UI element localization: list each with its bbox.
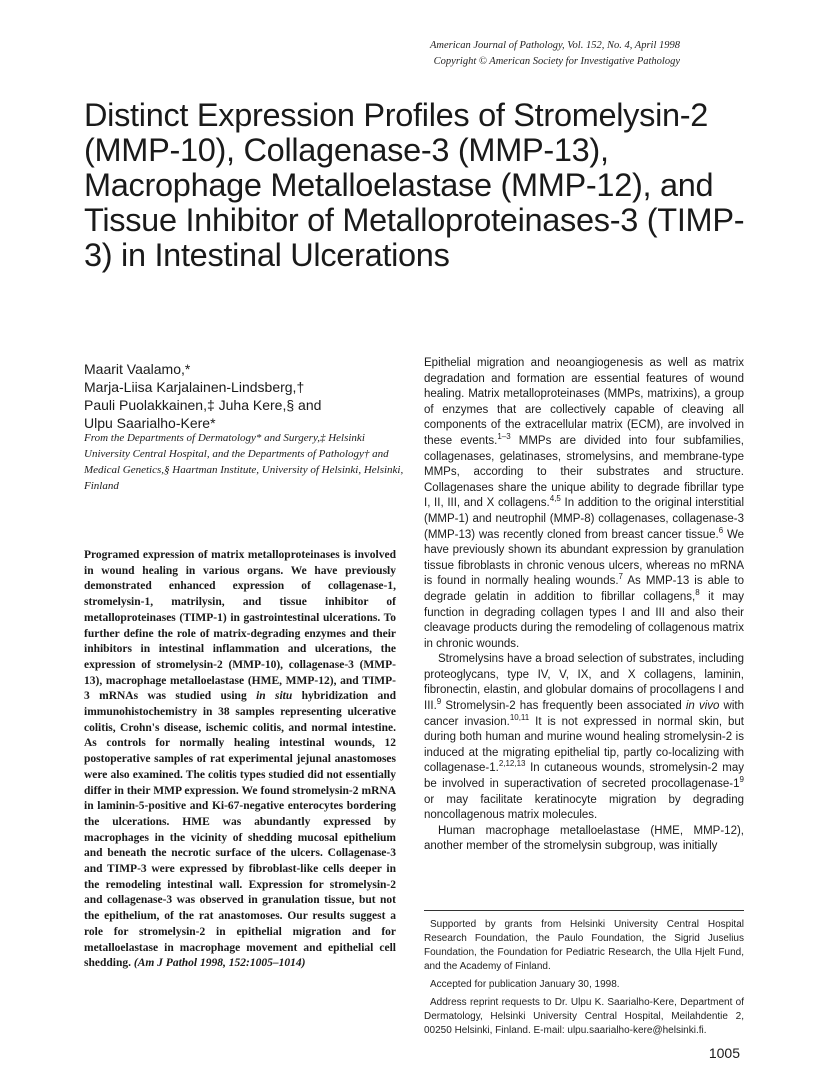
abstract-italic: in situ bbox=[256, 690, 293, 703]
footnote-reprint: Address reprint requests to Dr. Ulpu K. Saarialho-Kere, Department of Dermatology, Helsinki University Central Hospital, Meilahdentie 2, 00250 Helsinki, Finland. E-mail: ulpu.saarialho-kere@helsinki.fi. bbox=[424, 997, 744, 1036]
author-list bbox=[84, 360, 404, 432]
body-text: It is not expressed in normal skin, but during both human and murine wound healing stromelysin-2 is induced at the migrating epithelial tip, partly co-localizing with collagenase-1. bbox=[424, 715, 744, 775]
author-line: Maarit Vaalamo,* bbox=[84, 361, 191, 377]
body-text: or may facilitate keratinocyte migration by degrading noncollagenous matrix molecules. bbox=[424, 793, 744, 822]
article-title: Distinct Expression Profiles of Stromelysin-2 (MMP-10), Collagenase-3 (MMP-13), Macrophage Metalloelastase (MMP-12), and Tissue Inhibitor of Metalloproteinases-3 (TIMP-3) in Intestinal Ulcerations bbox=[84, 97, 745, 273]
abstract-citation: (Am J Pathol 1998, 152:1005–1014) bbox=[133, 957, 306, 970]
ref-marker: 1–3 bbox=[497, 432, 511, 442]
footnote-accepted: Accepted for publication January 30, 1998. bbox=[430, 979, 620, 990]
body-text: MMPs are divided into four subfamilies, collagenases, gelatinases, stromelysins, and membrane-type MMPs, according to their substrates and structure. Collagenases share the unique ability to degrade fibrillar type I, II, III, and X collagens. bbox=[424, 434, 744, 510]
page-number: 1005 bbox=[708, 1045, 740, 1061]
body-paragraph bbox=[424, 356, 744, 652]
body-text: it may function in degrading collagen types I and III and also their cleavage products during the remodeling of collagenous matrix in chronic wounds. bbox=[424, 590, 744, 650]
ref-marker: 9 bbox=[739, 775, 744, 785]
body-italic: in vivo bbox=[685, 700, 720, 713]
copyright-line: Copyright © American Society for Investigative Pathology bbox=[433, 56, 680, 67]
ref-marker: 4,5 bbox=[549, 494, 561, 504]
author-line: Ulpu Saarialho-Kere* bbox=[84, 415, 216, 431]
body-text: Stromelysins have a broad selection of substrates, including proteoglycans, type IV, V, IX, and X collagens, laminin, fibronectin, elastin, and globular domains of procollagens I and III. bbox=[424, 653, 744, 713]
affiliation: From the Departments of Dermatology* and Surgery,‡ Helsinki University Central Hospital, and the Departments of Pathology† and Medical Genetics,§ Haartman Institute, University of Helsinki, Helsinki, Finland bbox=[84, 432, 404, 492]
ref-marker: 6 bbox=[718, 525, 724, 535]
footnote-divider bbox=[424, 910, 744, 911]
body-text: Stromelysin-2 has frequently been associated bbox=[441, 700, 686, 713]
body-text: In addition to the original interstitial (MMP-1) and neutrophil (MMP-8) collagenases, collagenase-3 (MMP-13) was recently cloned from breast cancer tissue. bbox=[424, 497, 744, 541]
abstract-text: Programed expression of matrix metalloproteinases is involved in wound healing in various organs. We have previously demonstrated enhanced expression of collagenase-1, stromelysin-1, matrilysin, and tissue inhibitor of metalloproteinases (TIMP-1) in gastrointestinal ulcerations. To further define the role of matrix-degrading enzymes and their inhibitors in intestinal inflammation and ulcerations, the expression of stromelysin-2 (MMP-10), collagenase-3 (MMP-13), macrophage metalloelastase (HME, MMP-12), and TIMP-3 mRNAs was studied using bbox=[84, 549, 396, 703]
journal-header bbox=[430, 38, 680, 70]
ref-marker: 2,12,13 bbox=[498, 759, 526, 769]
footnote-support: Supported by grants from Helsinki University Central Hospital Research Foundation, the Paulo Foundation, the Sigrid Juselius Foundation, the Foundation for Pediatric Research, the Ulla Hjelt Fund, and the Academy of Finland. bbox=[424, 919, 744, 972]
journal-citation: American Journal of Pathology, Vol. 152, No. 4, April 1998 bbox=[429, 40, 680, 51]
body-text: As MMP-13 is able to degrade gelatin in addition to fibrillar collagens, bbox=[424, 575, 744, 603]
ref-marker: 7 bbox=[618, 572, 623, 582]
ref-marker: 10,11 bbox=[509, 712, 530, 722]
body-text: Epithelial migration and neoangiogenesis as well as matrix degradation and formation are essential features of wound healing. Matrix metalloproteinases (MMPs, matrixins), a group of enzymes that are collectively capable of cleaving all components of the extracellular matrix (ECM), are involved in these events. bbox=[424, 357, 744, 447]
author-line: Pauli Puolakkainen,‡ Juha Kere,§ and bbox=[84, 397, 322, 413]
body-text: We have previously shown its abundant expression by granulation tissue fibroblasts in chronic venous ulcers, whereas no mRNA is found in normally healing wounds. bbox=[424, 528, 744, 588]
body-paragraph: Human macrophage metalloelastase (HME, MMP-12), another member of the stromelysin subgroup, was initially bbox=[424, 824, 744, 853]
abstract bbox=[84, 548, 396, 972]
body-paragraph bbox=[424, 652, 744, 824]
body-text: with cancer invasion. bbox=[424, 700, 744, 728]
author-line: Marja-Liisa Karjalainen-Lindsberg,† bbox=[84, 379, 305, 395]
abstract-text: hybridization and immunohistochemistry in 38 samples representing ulcerative colitis, Crohn's disease, ischemic colitis, and normal intestine. As controls for normally healing intestinal wounds, 12 postoperative samples of rat experimental jejunal anastomoses were also examined. The colitis types studied did not essentially differ in their MMP expression. We found stromelysin-2 mRNA in laminin-5-positive and Ki-67-negative enterocytes bordering the ulcerations. HME was abundantly expressed by macrophages in the vicinity of shedding mucosal epithelium and beneath the necrotic surface of the ulcers. Collagenase-3 and TIMP-3 were expressed by fibroblast-like cells deeper in the remodeling intestinal wall. Expression for stromelysin-2 and collagenase-3 was observed in granulation tissue, but not the epithelium, of the rat anastomoses. Our results suggest a role for stromelysin-2 in epithelial migration and for metalloelastase in macrophage movement and epithelial cell shedding. bbox=[84, 690, 396, 970]
body-text: In cutaneous wounds, stromelysin-2 may be involved in superactivation of secreted procollagenase-1 bbox=[424, 762, 744, 791]
ref-marker: 8 bbox=[695, 588, 700, 598]
ref-marker: 9 bbox=[436, 697, 442, 707]
body-column bbox=[424, 356, 744, 855]
